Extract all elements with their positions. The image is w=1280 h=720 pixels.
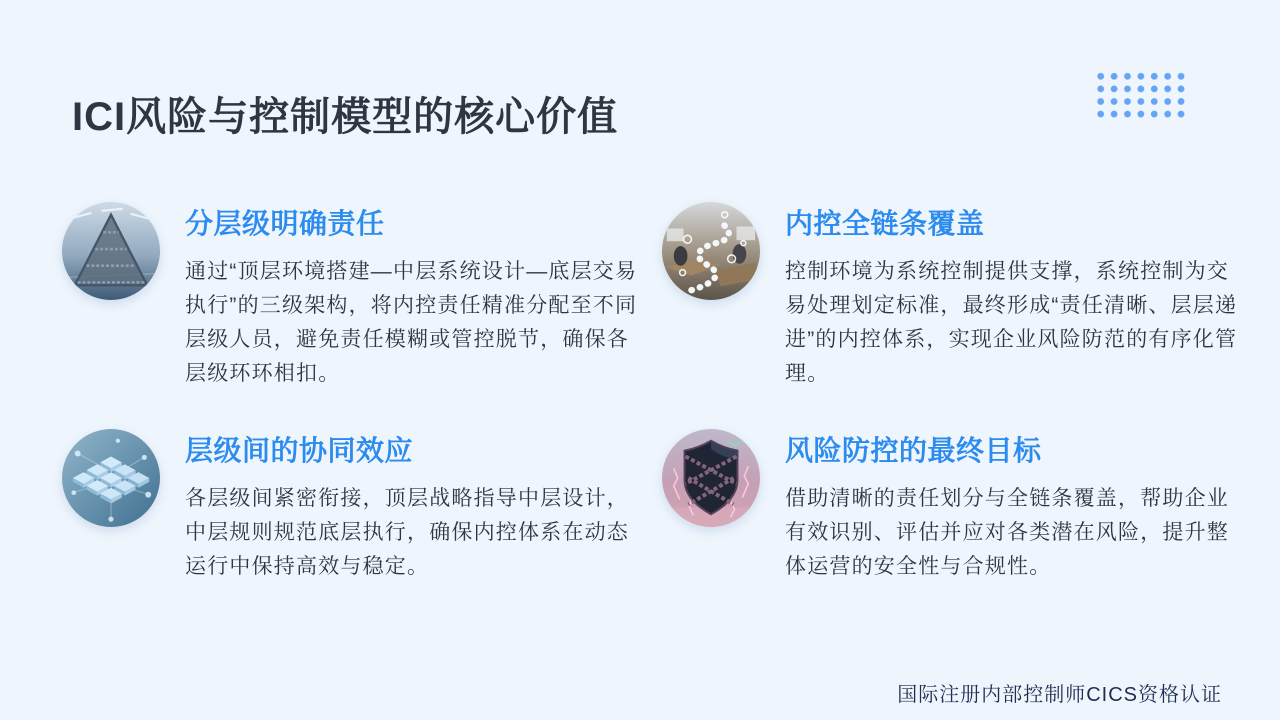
office-chain-photo — [662, 202, 760, 300]
chain-pyramid-photo — [62, 202, 160, 300]
card-level-synergy — [62, 429, 647, 584]
card-risk-prevention-goal — [662, 429, 1247, 584]
dot-grid-decoration — [1094, 70, 1187, 120]
card-body: 各层级间紧密衔接，顶层战略指导中层设计，中层规则规范底层执行，确保内控体系在动态运行中保持高效与稳定。 — [185, 487, 629, 578]
card-body: 借助清晰的责任划分与全链条覆盖，帮助企业有效识别、评估并应对各类潜在风险，提升整体运营的安全性与合规性。 — [785, 487, 1229, 578]
page-title: ICI风险与控制模型的核心价值 — [72, 94, 619, 139]
card-text — [785, 202, 1247, 391]
card-text — [185, 429, 647, 584]
footer-credential-text: 国际注册内部控制师CICS资格认证 — [897, 684, 1222, 706]
card-title: 风险防控的最终目标 — [785, 435, 1042, 466]
isometric-blocks-photo — [62, 429, 160, 527]
card-body: 控制环境为系统控制提供支撑，系统控制为交易处理划定标准，最终形成“责任清晰、层层递进”的内控体系，实现企业风险防范的有序化管理。 — [785, 260, 1238, 385]
card-layered-responsibility — [62, 202, 647, 391]
card-text — [785, 429, 1247, 584]
card-title: 层级间的协同效应 — [185, 435, 414, 466]
shield-chains-photo — [662, 429, 760, 527]
card-body: 通过“顶层环境搭建—中层系统设计—底层交易执行”的三级架构，将内控责任精准分配至不同层级人员，避免责任模糊或管控脱节，确保各层级环环相扣。 — [185, 260, 638, 385]
card-full-chain-coverage — [662, 202, 1247, 391]
card-text — [185, 202, 647, 391]
card-title: 内控全链条覆盖 — [785, 208, 985, 239]
card-title: 分层级明确责任 — [185, 208, 385, 239]
